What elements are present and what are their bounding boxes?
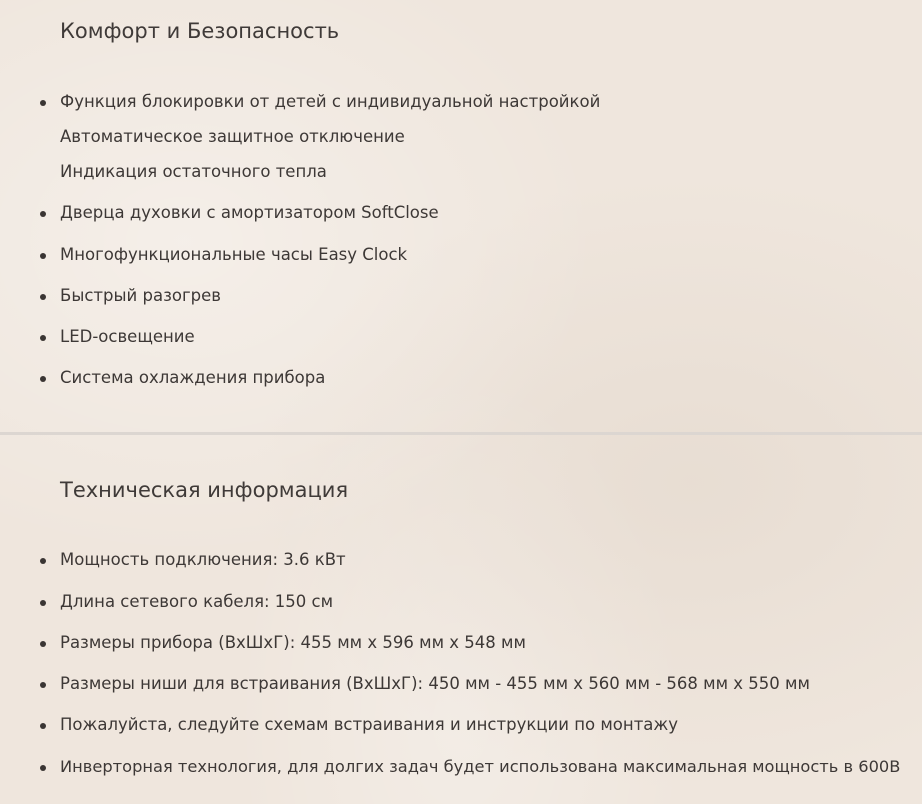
list-item-inverter: Инверторная технология, для долгих задач будет использована максимальная мощность в 600В xyxy=(60,757,901,776)
list-item-cooling: Система охлаждения прибора xyxy=(60,368,326,387)
list-item-auto-shutoff: Автоматическое защитное отключение xyxy=(60,127,405,146)
list-item-appliance-dimensions: Размеры прибора (ВхШхГ): 455 мм x 596 мм x 548 мм xyxy=(60,633,526,652)
list-item-softclose: Дверца духовки с амортизатором SoftClose xyxy=(60,203,439,222)
list-item-cable-length: Длина сетевого кабеля: 150 см xyxy=(60,592,334,611)
section-title-comfort: Комфорт и Безопасность xyxy=(60,19,340,43)
list-item-child-lock: Функция блокировки от детей с индивидуальной настройкой xyxy=(60,92,601,111)
list-item-residual-heat: Индикация остаточного тепла xyxy=(60,162,327,181)
technical-info-section xyxy=(0,436,922,804)
list-item-installation-note: Пожалуйста, следуйте схемам встраивания и инструкции по монтажу xyxy=(60,715,679,734)
list-item-led: LED-освещение xyxy=(60,327,195,346)
list-item-power: Мощность подключения: 3.6 кВт xyxy=(60,550,346,569)
list-item-fast-heat: Быстрый разогрев xyxy=(60,286,221,305)
section-divider xyxy=(0,432,922,435)
list-item-easy-clock: Многофункциональные часы Easy Clock xyxy=(60,245,408,264)
section-title-tech: Техническая информация xyxy=(60,478,349,502)
list-item-niche-dimensions: Размеры ниши для встраивания (ВхШхГ): 450 мм - 455 мм x 560 мм - 568 мм x 550 мм xyxy=(60,674,810,693)
